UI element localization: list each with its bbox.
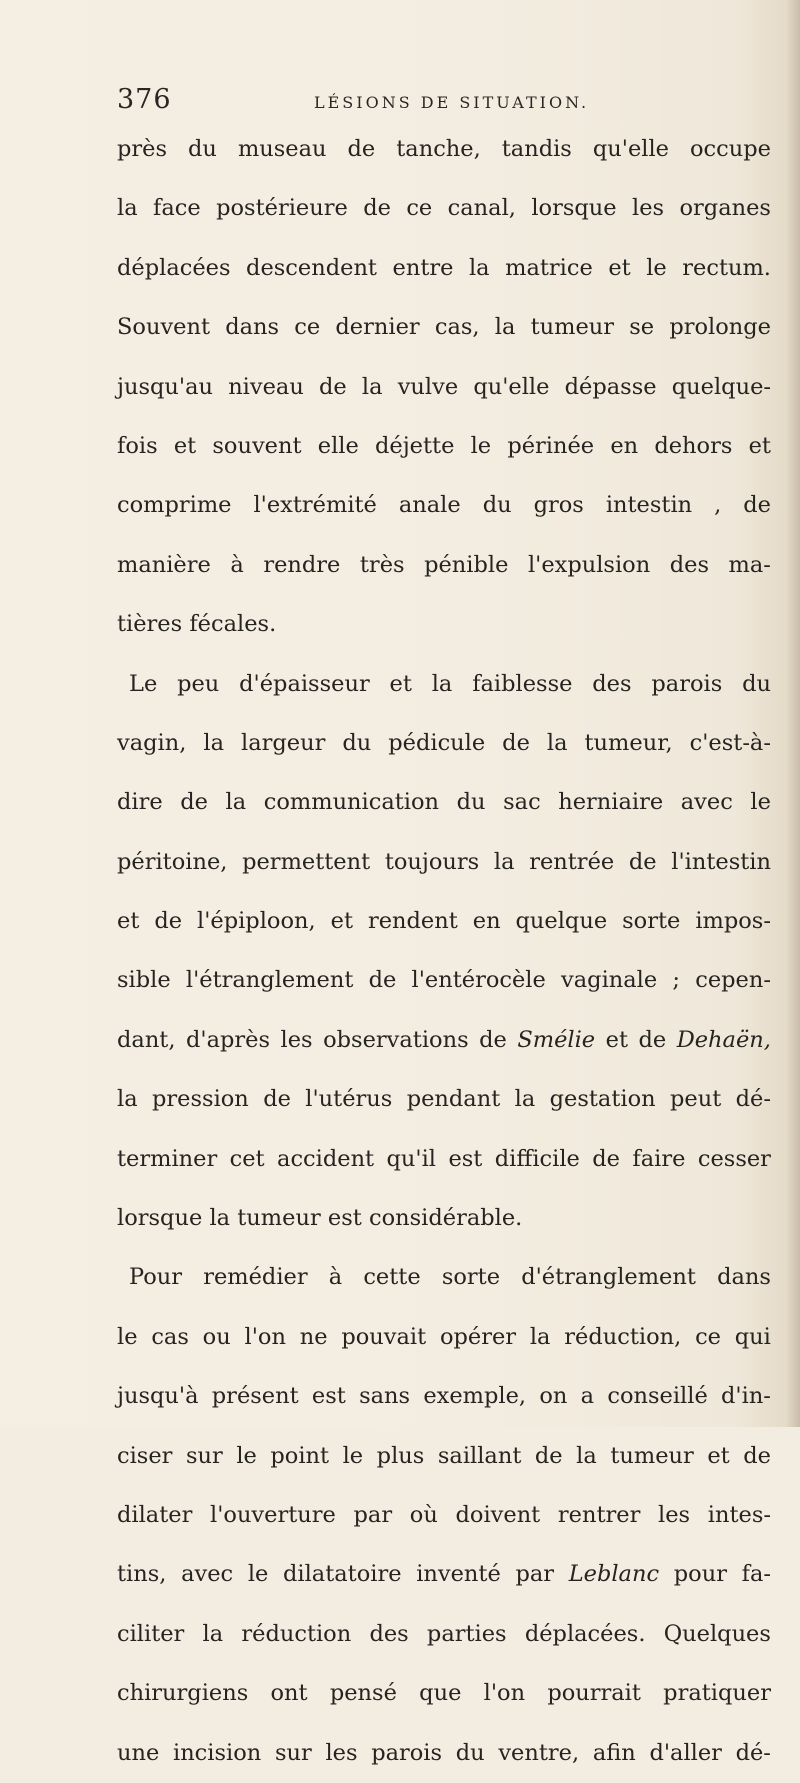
word: Souvent (117, 314, 211, 341)
word: fois (117, 432, 158, 459)
word: la (117, 195, 138, 222)
text-line (117, 1605, 771, 1664)
text-line (117, 1070, 771, 1129)
running-head (117, 84, 777, 124)
word: parois (371, 1739, 443, 1766)
word: , (714, 492, 722, 519)
word: dépasse (564, 373, 657, 400)
word: postérieure (216, 195, 348, 222)
word: d'aller (649, 1739, 722, 1766)
word: parois (651, 670, 723, 697)
word: et (605, 1026, 628, 1053)
word: ou (202, 1323, 231, 1350)
word: d'épaisseur (239, 670, 370, 697)
word: qui (734, 1323, 771, 1350)
word: la (202, 1620, 224, 1647)
word: la (225, 789, 247, 816)
word: difficile (494, 1145, 580, 1172)
word: prolonge (669, 314, 771, 341)
text-line (117, 951, 771, 1010)
word: le (646, 254, 667, 281)
word: pourrait (547, 1680, 641, 1707)
word: de (743, 492, 771, 519)
word: gestation (549, 1086, 656, 1113)
word: manière (117, 551, 211, 578)
word: matrice (505, 254, 593, 281)
word: où (409, 1501, 438, 1528)
word: et (707, 1442, 730, 1469)
text-line (117, 417, 771, 476)
word: pression (152, 1086, 249, 1113)
text-line (117, 1308, 771, 1367)
word: tins, (117, 1561, 167, 1588)
italic-name: Smélie (517, 1026, 596, 1053)
word: ne (299, 1323, 328, 1350)
word: rentrer (557, 1501, 641, 1528)
word: face (153, 195, 201, 222)
word: pédicule (388, 729, 486, 756)
word: le (236, 1442, 257, 1469)
word: d'in- (721, 1383, 771, 1410)
word: déplacées. (524, 1620, 646, 1647)
word: jusqu'au (117, 373, 213, 400)
word: ciser (117, 1442, 173, 1469)
word: exemple, (423, 1383, 527, 1410)
word: sans (359, 1383, 411, 1410)
word: la (468, 254, 490, 281)
word: et (748, 432, 771, 459)
word: qu'elle (592, 136, 669, 162)
word: doivent (455, 1501, 541, 1528)
word: parties (426, 1620, 507, 1647)
word: périnée (507, 432, 595, 459)
word: peut (670, 1086, 722, 1113)
word: l'épiploon, (197, 908, 316, 935)
page-edge-shadow (786, 0, 800, 1427)
word: la (529, 1323, 551, 1350)
word: se (629, 314, 655, 341)
word: dé- (735, 1739, 771, 1766)
text-line (117, 120, 771, 179)
word: et (330, 908, 353, 935)
word: c'est-à- (689, 729, 771, 756)
word: du (342, 729, 372, 756)
word: Le (129, 670, 158, 697)
word: souvent (212, 432, 302, 459)
word: entre (392, 254, 454, 281)
word: de (592, 1145, 620, 1172)
word: les (632, 195, 665, 222)
word: péritoine, (117, 848, 228, 875)
word: la (493, 848, 515, 875)
word: est (448, 1145, 483, 1172)
word: le (750, 789, 771, 816)
word: l'on (244, 1323, 286, 1350)
word: l'utérus (305, 1086, 393, 1113)
word: conseillé (607, 1383, 708, 1410)
word: pénible (424, 551, 509, 578)
word: de (638, 1026, 667, 1053)
word: par (353, 1501, 393, 1528)
text-line (117, 1367, 771, 1426)
word: ciliter (117, 1620, 185, 1647)
word: Quelques (663, 1620, 771, 1647)
word: de (154, 908, 183, 935)
word: dans (717, 1264, 771, 1291)
word: et (389, 670, 412, 697)
text-line (117, 1189, 771, 1248)
word: lorsque (117, 1205, 203, 1232)
word: chirurgiens (117, 1680, 249, 1707)
word: cette (363, 1264, 421, 1291)
text-line (117, 358, 771, 417)
word: rentrée (529, 848, 615, 875)
word: accident (277, 1145, 375, 1172)
word: ce (406, 195, 433, 222)
word: du (455, 1739, 485, 1766)
word: ventre, (498, 1739, 580, 1766)
word: présent (211, 1383, 299, 1410)
word: la (361, 373, 383, 400)
word: de (263, 1086, 291, 1113)
word: dé- (735, 1086, 771, 1113)
text-line (117, 298, 771, 357)
word: intestin (605, 492, 693, 519)
word: faiblesse (472, 670, 573, 697)
word: l'entérocèle (411, 967, 546, 994)
word: l'intestin (671, 848, 771, 875)
word: de (180, 789, 208, 816)
word: d'étranglement (521, 1264, 696, 1291)
text-line (117, 239, 771, 298)
word: jusqu'à (117, 1383, 199, 1410)
word: descendent (246, 254, 377, 281)
word: à (230, 551, 244, 578)
word: la (576, 1442, 597, 1469)
word: saillant (437, 1442, 522, 1469)
word: dilatatoire (283, 1561, 402, 1588)
text-line (117, 773, 771, 832)
word: les (658, 1501, 691, 1528)
word: du (482, 492, 512, 519)
word: qu'elle (473, 373, 550, 400)
word: pensé (329, 1680, 397, 1707)
word: tumeur (530, 314, 615, 341)
word: ce (294, 314, 321, 341)
word: d'après (186, 1026, 271, 1053)
word: largeur (241, 729, 326, 756)
word: l'ouverture (210, 1501, 336, 1528)
word: afin (592, 1739, 636, 1766)
body-text (117, 120, 771, 1783)
word: elle (317, 432, 359, 459)
word: sible (117, 967, 171, 994)
word: sur (274, 1739, 312, 1766)
word: pratiquer (663, 1680, 771, 1707)
word: de (363, 195, 391, 222)
word: de (743, 1442, 771, 1469)
word: herniaire (558, 789, 664, 816)
word: quelque (515, 908, 608, 935)
text-line (117, 1486, 771, 1545)
word: canal, (447, 195, 516, 222)
text-line (117, 833, 771, 892)
word: des (369, 1620, 409, 1647)
word: est (327, 1205, 362, 1232)
word: a (580, 1383, 595, 1410)
text-line (117, 655, 771, 714)
word: très (359, 551, 405, 578)
word: et (117, 908, 140, 935)
text-line (117, 1545, 771, 1604)
word: occupe (689, 136, 771, 162)
word: sorte (622, 908, 681, 935)
word: par (515, 1561, 555, 1588)
word: pouvait (341, 1323, 427, 1350)
word: cet (229, 1145, 265, 1172)
word: l'on (483, 1680, 526, 1707)
word: la (203, 729, 224, 756)
word: cas, (434, 314, 480, 341)
text-line (117, 1427, 771, 1486)
page-number: 376 (117, 84, 172, 115)
word: la (431, 670, 453, 697)
word: tumeur (610, 1442, 694, 1469)
word: gros (533, 492, 584, 519)
word: rectum. (682, 254, 771, 281)
word: organes (679, 195, 771, 222)
word: toujours (384, 848, 480, 875)
word: sur (185, 1442, 223, 1469)
word: dehors (654, 432, 733, 459)
word: de (479, 1026, 507, 1053)
word: sac (503, 789, 541, 816)
word: des (592, 670, 632, 697)
word: une (117, 1739, 160, 1766)
word: peu (177, 670, 220, 697)
word: terminer (117, 1145, 218, 1172)
text-line (117, 595, 771, 654)
word: rendent (367, 908, 458, 935)
word: cas (151, 1323, 189, 1350)
text-line (117, 536, 771, 595)
word: et (173, 432, 197, 459)
word: niveau (228, 373, 304, 400)
word: Pour (129, 1264, 183, 1291)
word: anale (398, 492, 461, 519)
word: pour (673, 1561, 727, 1588)
word: impos- (695, 908, 771, 935)
word: dernier (335, 314, 420, 341)
word: dilater (117, 1501, 193, 1528)
word: de (534, 1442, 563, 1469)
italic-name: Leblanc (568, 1561, 660, 1588)
word: de (347, 136, 376, 162)
word: déplacées (117, 254, 231, 281)
word: fa- (741, 1561, 771, 1588)
word: tumeur, (584, 729, 673, 756)
word: près (117, 136, 168, 162)
word: avec (680, 789, 733, 816)
text-line (117, 1130, 771, 1189)
word: inventé (416, 1561, 501, 1588)
italic-name: Dehaën, (676, 1026, 771, 1053)
word: à (328, 1264, 343, 1291)
word: de (368, 967, 397, 994)
word: considérable. (368, 1205, 523, 1232)
word: la (494, 314, 516, 341)
word: la (209, 1205, 231, 1232)
word: vulve (397, 373, 459, 400)
text-line (117, 476, 771, 535)
word: réduction (241, 1620, 352, 1647)
word: cepen- (695, 967, 771, 994)
word: cesser (697, 1145, 771, 1172)
word: on (539, 1383, 568, 1410)
text-line (117, 714, 771, 773)
word: sorte (441, 1264, 501, 1291)
text-line (117, 1248, 771, 1307)
word: vagin, (117, 729, 187, 756)
text-line (117, 892, 771, 951)
word: et (608, 254, 631, 281)
word: des (669, 551, 710, 578)
word: déjette (374, 432, 455, 459)
text-line (117, 179, 771, 238)
word: avec (181, 1561, 234, 1588)
word: ; (672, 967, 681, 994)
word: ont (270, 1680, 308, 1707)
word: réduction, (564, 1323, 682, 1350)
word: plus (376, 1442, 425, 1469)
word: quelque- (671, 373, 771, 400)
word: rendre (263, 551, 341, 578)
word: dire (117, 789, 163, 816)
word: museau (237, 136, 327, 162)
word: les (280, 1026, 313, 1053)
word: que (419, 1680, 462, 1707)
word: ma- (728, 551, 771, 578)
word: du (188, 136, 217, 162)
word: le (470, 432, 492, 459)
running-title: LÉSIONS DE SITUATION. (314, 93, 590, 112)
word: faire (632, 1145, 686, 1172)
word: l'extrémité (253, 492, 377, 519)
word: les (325, 1739, 358, 1766)
word: communication (263, 789, 440, 816)
word: du (742, 670, 771, 697)
word: l'étranglement (185, 967, 354, 994)
word: vaginale (561, 967, 658, 994)
word: incision (173, 1739, 262, 1766)
word: tanche, (396, 136, 481, 162)
word: qu'il (386, 1145, 437, 1172)
text-line (117, 1011, 771, 1070)
word: de (502, 729, 530, 756)
word: en (610, 432, 639, 459)
word: opérer (439, 1323, 517, 1350)
word: de (628, 848, 657, 875)
word: intes- (707, 1501, 771, 1528)
word: l'expulsion (527, 551, 651, 578)
word: est (311, 1383, 346, 1410)
text-line (117, 1724, 771, 1783)
word: tumeur (237, 1205, 321, 1232)
word: tières (117, 611, 183, 638)
word: ce (695, 1323, 721, 1350)
word: fécales. (189, 611, 277, 638)
word: point (270, 1442, 330, 1469)
word: permettent (242, 848, 371, 875)
word: pendant (406, 1086, 501, 1113)
word: en (472, 908, 501, 935)
word: le (342, 1442, 364, 1469)
word: remédier (203, 1264, 308, 1291)
word: comprime (117, 492, 232, 519)
word: lorsque (531, 195, 617, 222)
word: la (546, 729, 568, 756)
word: observations (323, 1026, 469, 1053)
word: dant, (117, 1026, 176, 1053)
text-line (117, 1664, 771, 1723)
word: du (456, 789, 486, 816)
word: le (247, 1561, 269, 1588)
word: dans (225, 314, 280, 341)
word: le (117, 1323, 138, 1350)
word: la (514, 1086, 536, 1113)
word: de (319, 373, 347, 400)
word: la (117, 1086, 138, 1113)
word: tandis (501, 136, 572, 162)
